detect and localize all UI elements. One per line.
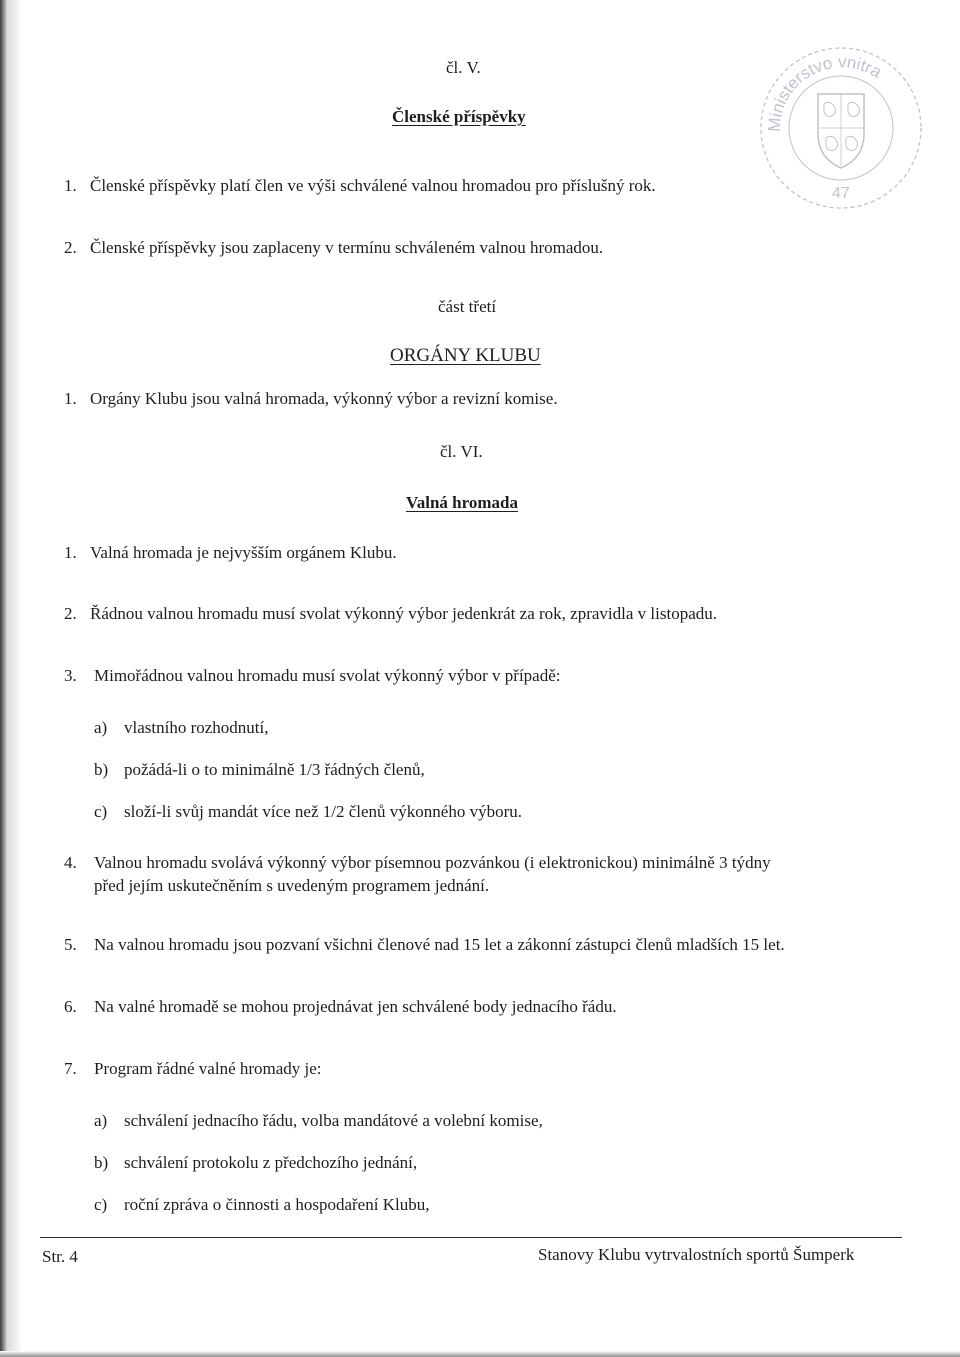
paragraph-text-line-1: Valnou hromadu svolává výkonný výbor písemnou pozvánkou (i elektronickou) minimálně 3 týdny — [94, 853, 771, 872]
program-item-a — [94, 1110, 543, 1132]
paragraph-vh-7 — [64, 1058, 322, 1080]
paragraph-organy-1 — [64, 388, 558, 410]
list-letter: c) — [94, 802, 108, 821]
paragraph-number: 5. — [64, 935, 77, 954]
list-text: složí-li svůj mandát více než 1/2 členů výkonného výboru. — [124, 802, 522, 821]
list-item-b — [94, 759, 425, 781]
article-title-prispevky: Členské příspěvky — [392, 107, 526, 126]
footer-page-number: Str. 4 — [42, 1247, 78, 1266]
program-item-c — [94, 1194, 429, 1216]
paragraph-text: Program řádné valné hromady je: — [94, 1059, 322, 1078]
footer-divider — [40, 1237, 902, 1238]
list-letter: a) — [94, 1111, 108, 1130]
paragraph-text: Mimořádnou valnou hromadu musí svolat výkonný výbor v případě: — [94, 666, 561, 685]
section-title-organy: ORGÁNY KLUBU — [390, 345, 541, 366]
footer-document-title: Stanovy Klubu vytrvalostních sportů Šumperk — [538, 1245, 855, 1264]
list-letter: c) — [94, 1195, 108, 1214]
article-title-valna-hromada: Valná hromada — [406, 493, 518, 512]
paragraph-text: Členské příspěvky platí člen ve výši schválené valnou hromadou pro příslušný rok. — [90, 176, 656, 195]
paragraph-vh-2 — [64, 603, 717, 625]
paragraph-number: 3. — [64, 666, 77, 685]
paragraph-vh-6 — [64, 996, 617, 1018]
paragraph-vh-1 — [64, 542, 397, 564]
list-letter: b) — [94, 1153, 109, 1172]
list-letter: b) — [94, 760, 109, 779]
paragraph-vh-4 — [64, 852, 771, 874]
paragraph-number: 1. — [64, 543, 77, 562]
paragraph-number: 1. — [64, 176, 77, 195]
program-item-b — [94, 1152, 417, 1174]
list-letter: a) — [94, 718, 108, 737]
list-text: schválení jednacího řádu, volba mandátové a volební komise, — [124, 1111, 543, 1130]
list-text: požádá-li o to minimálně 1/3 řádných členů, — [124, 760, 425, 779]
paragraph-1 — [64, 175, 656, 197]
paragraph-text: Na valnou hromadu jsou pozvaní všichni členové nad 15 let a zákonní zástupci členů mladších 15 let. — [94, 935, 785, 954]
part-heading: část třetí — [438, 297, 497, 316]
article-heading-vi: čl. VI. — [440, 442, 483, 461]
paragraph-vh-4-line-2: před jejím uskutečněním s uvedeným programem jednání. — [94, 876, 490, 895]
paragraph-number: 2. — [64, 604, 77, 623]
list-text: schválení protokolu z předchozího jednání, — [124, 1153, 418, 1172]
article-heading-v: čl. V. — [446, 58, 481, 77]
stamp-icon — [752, 40, 930, 210]
paragraph-number: 6. — [64, 997, 77, 1016]
stamp-number: 47 — [832, 185, 850, 202]
list-text: vlastního rozhodnutí, — [124, 718, 269, 737]
paragraph-text: Řádnou valnou hromadu musí svolat výkonný výbor jedenkrát za rok, zpravidla v listopadu. — [90, 604, 717, 623]
scan-left-edge — [0, 0, 24, 1357]
list-item-a — [94, 717, 268, 739]
paragraph-text: Členské příspěvky jsou zaplaceny v termínu schváleném valnou hromadou. — [90, 238, 604, 257]
paragraph-text: Orgány Klubu jsou valná hromada, výkonný výbor a revizní komise. — [90, 389, 558, 408]
paragraph-vh-3 — [64, 665, 561, 687]
paragraph-number: 7. — [64, 1059, 77, 1078]
list-text: roční zpráva o činnosti a hospodaření Klubu, — [124, 1195, 430, 1214]
paragraph-number: 1. — [64, 389, 77, 408]
paragraph-number: 4. — [64, 853, 77, 872]
paragraph-text: Valná hromada je nejvyšším orgánem Klubu. — [90, 543, 397, 562]
svg-text:Ministerstvo vnitra — [765, 53, 886, 133]
paragraph-text: Na valné hromadě se mohou projednávat jen schválené body jednacího řádu. — [94, 997, 617, 1016]
stamp-ring-text: Ministerstvo vnitra — [764, 52, 885, 133]
list-item-c — [94, 801, 522, 823]
scan-bottom-edge — [0, 1351, 960, 1357]
paragraph-vh-5 — [64, 934, 785, 956]
paragraph-number: 2. — [64, 238, 77, 257]
paragraph-2 — [64, 237, 603, 259]
